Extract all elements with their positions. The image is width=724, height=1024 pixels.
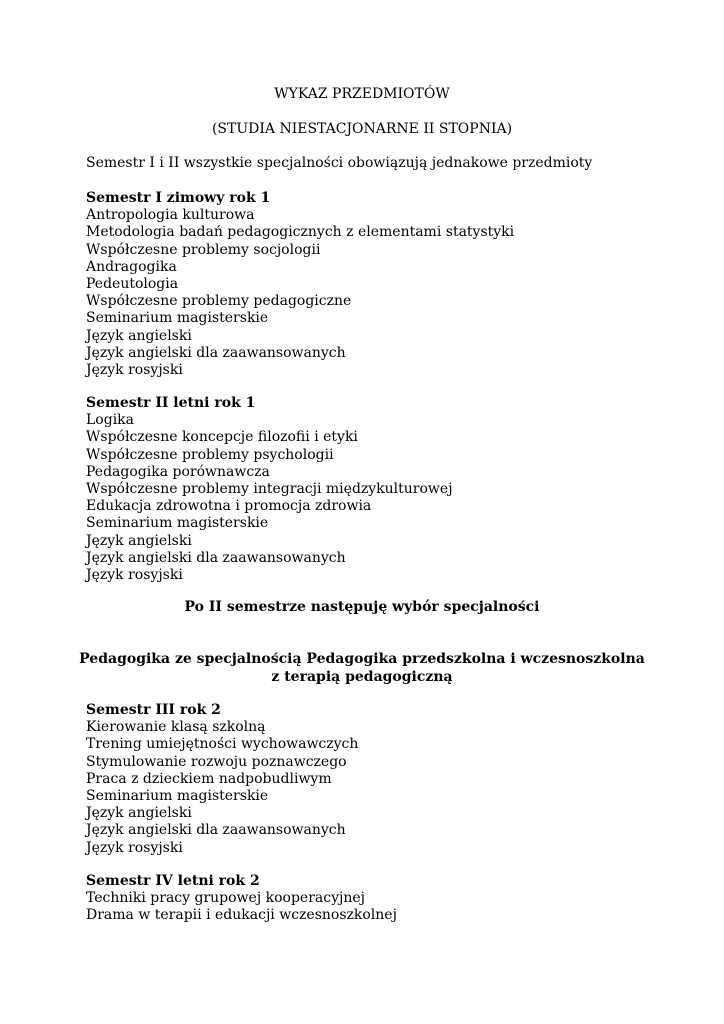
subject-item: Pedagogika porównawcza <box>86 463 270 480</box>
specialty-title-line-1: Pedagogika ze specjalnością Pedagogika przedszkolna i wczesnoszkolna <box>79 651 645 667</box>
subject-item: Edukacja zdrowotna i promocja zdrowia <box>86 498 372 515</box>
semester-3-heading: Semestr III rok 2 <box>86 702 221 718</box>
subject-item: Współczesne problemy integracji międzykulturowej <box>86 481 453 498</box>
subject-item: Pedeutologia <box>86 276 179 293</box>
semester-2-heading: Semestr II letni rok 1 <box>86 395 256 411</box>
subject-item: Współczesne problemy psychologii <box>86 446 334 463</box>
intro-line: Semestr I i II wszystkie specjalności obowiązują jednakowe przedmioty <box>86 155 593 171</box>
subject-item: Współczesne problemy socjologii <box>86 241 321 258</box>
subject-item: Antropologia kulturowa <box>86 207 255 224</box>
subject-item: Metodologia badań pedagogicznych z elementami statystyki <box>86 224 515 241</box>
document-title: WYKAZ PRZEDMIOTÓW <box>274 86 450 102</box>
specialty-choice-note: Po II semestrze następuję wybór specjalności <box>184 599 540 615</box>
subject-item: Seminarium magisterskie <box>86 788 269 805</box>
semester-1-section <box>86 190 686 379</box>
specialty-title <box>0 651 724 686</box>
subject-item: Język angielski dla zaawansowanych <box>86 822 346 839</box>
subject-item: Język angielski dla zaawansowanych <box>86 549 346 566</box>
subject-item: Język rosyjski <box>86 567 183 584</box>
subject-item: Logika <box>86 412 134 429</box>
subject-item: Seminarium magisterskie <box>86 310 269 327</box>
subject-item: Drama w terapii i edukacji wczesnoszkolnej <box>86 907 397 924</box>
subject-item: Stymulowanie rozwoju poznawczego <box>86 753 347 770</box>
subject-item: Język angielski dla zaawansowanych <box>86 344 346 361</box>
subject-item: Praca z dzieckiem nadpobudliwym <box>86 770 332 787</box>
document-subtitle: (STUDIA NIESTACJONARNE II STOPNIA) <box>211 121 513 137</box>
specialty-title-line-2: z terapią pedagogiczną <box>271 668 453 685</box>
subject-item: Andragogika <box>86 258 177 275</box>
semester-4-section <box>86 873 686 925</box>
semester-4-heading: Semestr IV letni rok 2 <box>86 873 260 889</box>
semester-3-section <box>86 702 686 857</box>
subject-item: Współczesne problemy pedagogiczne <box>86 293 352 310</box>
subject-item: Seminarium magisterskie <box>86 515 269 532</box>
subject-item: Język angielski <box>86 532 192 549</box>
subject-item: Kierowanie klasą szkolną <box>86 719 266 736</box>
semester-1-heading: Semestr I zimowy rok 1 <box>86 190 271 206</box>
subject-item: Współczesne koncepcje filozofii i etyki <box>86 429 358 446</box>
subject-item: Techniki pracy grupowej kooperacyjnej <box>86 890 365 907</box>
subject-item: Język rosyjski <box>86 839 183 856</box>
semester-2-section <box>86 395 686 584</box>
subject-item: Język rosyjski <box>86 362 183 379</box>
intro-text <box>86 155 686 172</box>
subject-item: Język angielski <box>86 327 192 344</box>
subject-item: Język angielski <box>86 805 192 822</box>
subject-item: Trening umiejętności wychowawczych <box>86 736 359 753</box>
